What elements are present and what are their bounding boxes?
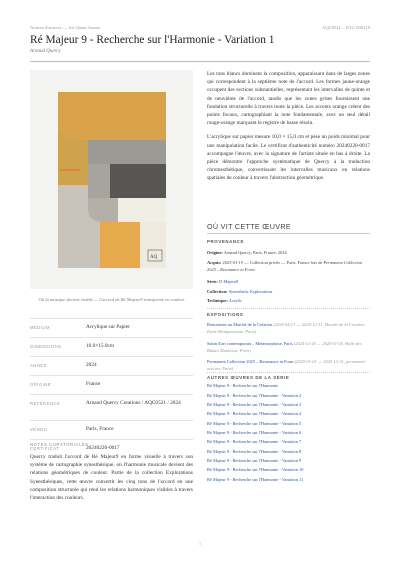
origin-label: Origine:	[207, 250, 223, 255]
metadata-table	[30, 318, 193, 458]
technique-label: Technique:	[207, 298, 228, 303]
section-divider	[207, 372, 370, 373]
artwork-painting	[30, 70, 193, 289]
meta-row-origin	[30, 375, 193, 394]
meta-row-reference	[30, 394, 193, 420]
exposition-detail: (2024-04-21 → 2024-12-31, Marché de la Création Paris-Montparnasse, Paris)	[207, 322, 365, 334]
related-work-link[interactable]: Ré Majeur 9 - Recherche sur l'Harmonie	[207, 383, 279, 388]
provenance-series	[207, 279, 370, 286]
meta-value: France	[86, 381, 101, 387]
meta-value: 20240220-0017	[86, 445, 120, 451]
technique-link[interactable]: Acrylic	[228, 298, 242, 303]
meta-value: Acrylique sur Papier	[86, 324, 130, 330]
acquired-label: Acquis:	[207, 260, 222, 265]
expositions-heading: EXPOSITIONS	[207, 312, 244, 317]
svg-text:AQ: AQ	[150, 255, 158, 260]
provenance-technique	[207, 298, 370, 305]
artwork-caption: Où la musique devient visible — l'accord de Ré Majeur9 transformé en couleur	[38, 297, 185, 302]
breadcrumb[interactable]: Notices d'œuvres — Art Quant Animo	[30, 25, 101, 30]
meta-row-year	[30, 356, 193, 375]
artist-name[interactable]: Arnaud Quercy	[30, 49, 61, 54]
artwork-description	[207, 70, 370, 189]
related-work-link[interactable]: Ré Majeur 9 - Recherche sur l'Harmonie - Variation 5	[207, 421, 302, 426]
meta-row-dimensions	[30, 337, 193, 356]
title-divider	[30, 61, 370, 62]
related-work-link[interactable]: Ré Majeur 9 - Recherche sur l'Harmonie - Variation 4	[207, 411, 302, 416]
meta-value: 2024	[86, 362, 97, 368]
collection-link[interactable]: Synesthetic Explorations	[228, 289, 273, 294]
exposition-link[interactable]: Rencontres au Marché de la Création	[207, 322, 273, 327]
meta-key: ORIGINE	[30, 382, 52, 387]
meta-key: VENDU	[30, 427, 48, 432]
exposition-detail: (2024-12-26 → 2025-01-05, Halle des Blancs Manteaux, Paris)	[207, 341, 362, 353]
exposition-link[interactable]: Salon d'art contemporain – Metamorphose, Paris	[207, 341, 293, 346]
related-work-link[interactable]: Ré Majeur 9 - Recherche sur l'Harmonie - Variation 3	[207, 402, 302, 407]
artwork-image[interactable]	[30, 70, 193, 289]
provenance-collection	[207, 289, 370, 296]
page-number: 1	[198, 541, 202, 546]
where-divider	[207, 233, 370, 234]
meta-value: Paris, France	[86, 426, 114, 432]
exposition-link[interactable]: Permanent Collection 2025 – Resonance in Form	[207, 359, 294, 364]
page-title: Ré Majeur 9 - Recherche sur l'Harmonie - Variation 1	[30, 34, 275, 46]
exposition-item	[207, 341, 370, 354]
collection-label: Collection:	[207, 289, 228, 294]
meta-value: 10.0×15.0cm	[86, 343, 114, 349]
meta-key: ANNÉE	[30, 363, 47, 368]
exposition-item	[207, 359, 370, 372]
related-work-link[interactable]: Ré Majeur 9 - Recherche sur l'Harmonie - Variation 10	[207, 467, 304, 472]
reference-code: AQC0521 – NTC-000219	[322, 25, 370, 30]
meta-value: Arnaud Quercy Creations / AQC0521 / 2024	[86, 400, 181, 406]
related-work-link[interactable]: Ré Majeur 9 - Recherche sur l'Harmonie - Variation 7	[207, 439, 302, 444]
acquired-value: 2025-01-19 — Collection privée — Paris, France lors de	[222, 260, 323, 265]
section-divider	[207, 308, 370, 309]
origin-value: Arnaud Quercy, Paris, France, 2024	[223, 250, 287, 255]
meta-key: MÉDIUM	[30, 325, 50, 330]
related-work-link[interactable]: Ré Majeur 9 - Recherche sur l'Harmonie - Variation 6	[207, 430, 302, 435]
related-work-link[interactable]: Ré Majeur 9 - Recherche sur l'Harmonie - Variation 11	[207, 477, 304, 482]
meta-row-medium	[30, 318, 193, 337]
related-work-link[interactable]: Ré Majeur 9 - Recherche sur l'Harmonie - Variation 2	[207, 393, 302, 398]
meta-key: RÉFÉRENCE	[30, 401, 61, 406]
meta-key: CERTIFICAT	[30, 446, 60, 451]
where-heading: OÙ VIT CETTE ŒUVRE	[207, 222, 291, 231]
curatorial-notes: Quercy traduit l'accord de Ré Majeur9 en forme visuelle à travers son système de cartographie synesthésique, où l'harmonie musicale devient des relations géométriques de couleur. Partie de la collection Explorations Synesthésiques, cette œuvre convertit les cinq tons de l'accord en une composition structurée qui rend les relations harmoniques visibles à travers l'interaction des couleurs.	[30, 454, 193, 502]
provenance-heading: PROVENANCE	[207, 239, 244, 244]
related-work-link[interactable]: Ré Majeur 9 - Recherche sur l'Harmonie - Variation 9	[207, 458, 302, 463]
provenance-acquired	[207, 260, 370, 273]
meta-key: DIMENSIONS	[30, 344, 62, 349]
series-label: Série:	[207, 279, 218, 284]
exposition-item	[207, 322, 370, 335]
notes-heading: NOTES CURATORIALES	[30, 442, 89, 447]
related-heading: AUTRES ŒUVRES DE LA SÉRIE	[207, 375, 290, 380]
related-work-link[interactable]: Ré Majeur 9 - Recherche sur l'Harmonie - Variation 8	[207, 449, 302, 454]
meta-row-sold	[30, 420, 193, 439]
description-paragraph: L'acrylique sur papier mesure 10,0 × 15,0 cm et pèse un poids minimal pour une manipulation facile. Le certificat d'authenticité numéro 20240220-0017 accompagne l'œuvre, avec la signature de l'artiste située en bas à droite. La pièce démontre l'approche systématique de Quercy à la traduction chromesthétique, convertissant les intervalles musicaux en relations spatiales de couleur à travers l'abstraction géométrique.	[207, 134, 370, 182]
acquired-event[interactable]: Permanent Collection 2025 – Resonance in Form	[207, 260, 363, 272]
series-link[interactable]: D Majeur9	[219, 279, 239, 284]
provenance-origin	[207, 250, 370, 257]
exposition-detail: (2025-01-01 → 2025-12-31, permanent-arts.art, Paris)	[207, 359, 367, 371]
description-paragraph: Les tons blancs dominent la composition, apparaissant dans de larges zones qui correspondent à la septième note de l'accord. Les formes jaune-orange occupent des sections substantielles, représentant les intervalles de quinte et de neuvième de l'accord, tandis que les zones grises fournissent une fondation structurelle à travers toute la pièce. Les accents orange créent des points focaux, cartographiant la note fondamentale, avec un seul détail rouge-orange marquant le registre de basse résolu.	[207, 71, 370, 127]
